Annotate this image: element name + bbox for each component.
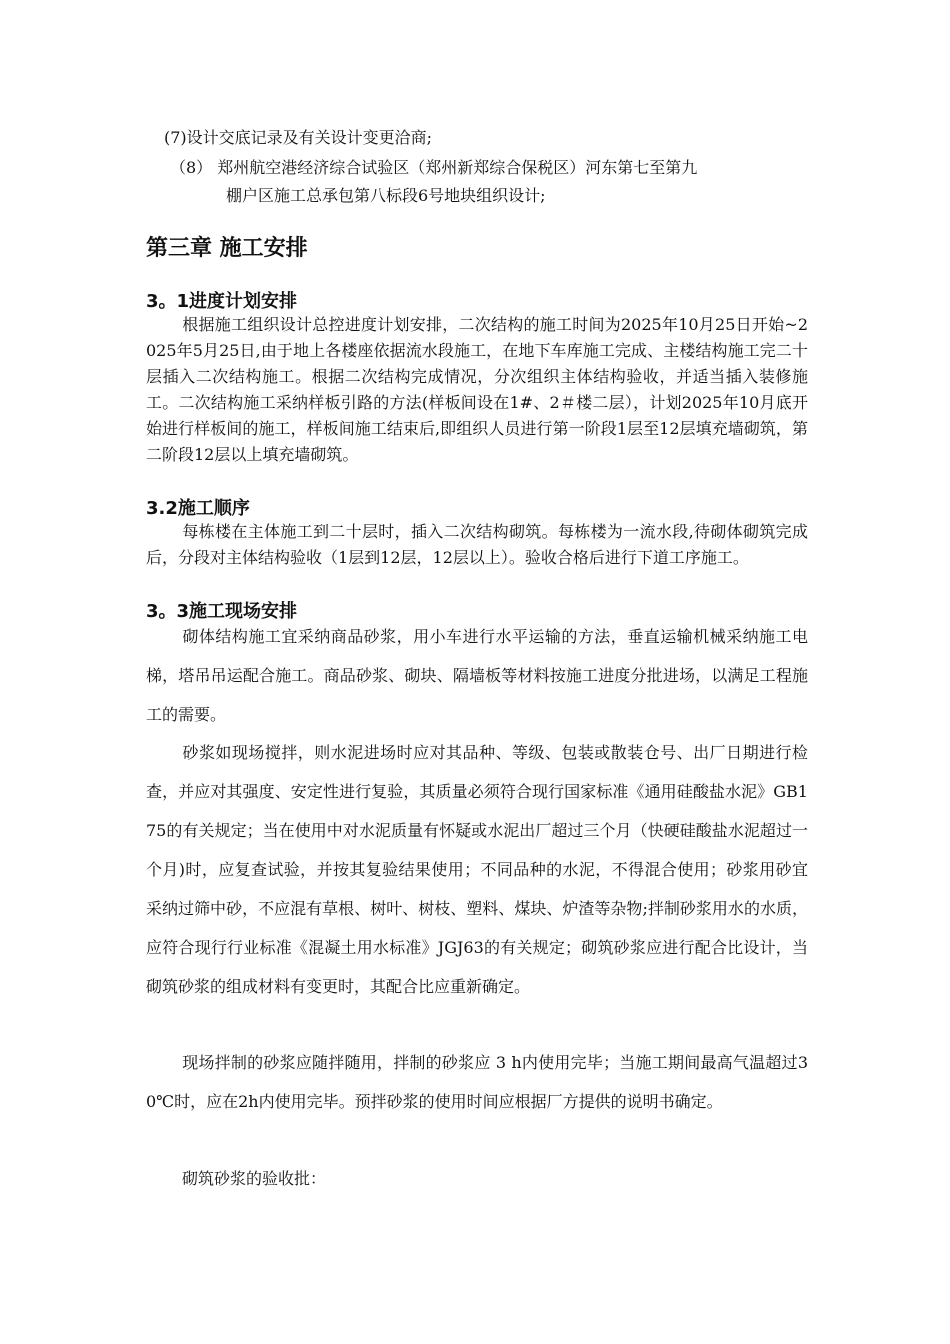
section-3-2-paragraph	[146, 519, 808, 571]
section-3-3-heading: 3。3施工现场安排	[146, 601, 298, 622]
section-3-3-paragraph-1	[146, 617, 808, 734]
section-3-3-para2-text: 砂浆如现场搅拌，则水泥进场时应对其品种、等级、包装或散装仓号、出厂日期进行检查，并应对其强度、安定性进行复验，其质量必须符合现行国家标准《通用硅酸盐水泥》GB175的有关规定；当在使用中对水泥质量有怀疑或水泥出厂超过三个月（快硬硅酸盐水泥超过一个月)时，应复查试验，并按其复验结果使用；不同品种的水泥，不得混合使用；砂浆用砂宜采纳过筛中砂，不应混有草根、树叶、树枝、塑料、煤块、炉渣等杂物;拌制砂浆用水的水质，应符合现行行业标准《混凝土用水标准》JGJ63的有关规定；砌筑砂浆应进行配合比设计，当砌筑砂浆的组成材料有变更时，其配合比应重新确定。	[146, 743, 808, 996]
section-3-3-para1-text: 砌体结构施工宜采纳商品砂浆，用小车进行水平运输的方法，垂直运输机械采纳施工电梯，塔吊吊运配合施工。商品砂浆、砌块、隔墙板等材料按施工进度分批进场，以满足工程施工的需要。	[146, 627, 808, 724]
section-3-1-body: 根据施工组织设计总控进度计划安排，二次结构的施工时间为2025年10月25日开始~2025年5月25日,由于地上各楼座依据流水段施工，在地下车库施工完成、主楼结构施工完二十层插入二次结构施工。根据二次结构完成情况，分次组织主体结构验收，并适当插入装修施工。二次结构施工采纳样板引路的方法(样板间设在1#、2＃楼二层），计划2025年10月底开始进行样板间的施工，样板间施工结束后,即组织人员进行第一阶段1层至12层填充墙砌筑，第二阶段12层以上填充墙砌筑。	[146, 315, 808, 464]
list-item-8-line2: 棚户区施工总承包第八标段6号地块组织设计;	[226, 186, 546, 205]
chapter-title: 第三章 施工安排	[146, 236, 308, 261]
section-3-3-para3-text: 现场拌制的砂浆应随拌随用，拌制的砂浆应 3 h内使用完毕；当施工期间最高气温超过30℃时，应在2h内使用完毕。预拌砂浆的使用时间应根据厂方提供的说明书确定。	[146, 1053, 808, 1111]
section-3-2-heading: 3.2施工顺序	[146, 498, 250, 519]
section-3-3-paragraph-2	[146, 733, 808, 1006]
section-3-3-paragraph-3	[146, 1043, 808, 1121]
section-3-3-paragraph-4	[146, 1159, 808, 1198]
section-3-1-heading: 3。1进度计划安排	[146, 291, 298, 312]
section-3-1-paragraph	[146, 312, 808, 468]
section-3-3-para4-text: 砌筑砂浆的验收批：	[182, 1169, 327, 1188]
list-item-7: (7)设计交底记录及有关设计变更洽商;	[164, 128, 433, 147]
section-3-2-body: 每栋楼在主体施工到二十层时，插入二次结构砌筑。每栋楼为一流水段,待砌体砌筑完成后，分段对主体结构验收（1层到12层，12层以上）。验收合格后进行下道工序施工。	[146, 522, 808, 567]
list-item-8-line1: （8） 郑州航空港经济综合试验区（郑州新郑综合保税区）河东第七至第九	[170, 158, 698, 177]
